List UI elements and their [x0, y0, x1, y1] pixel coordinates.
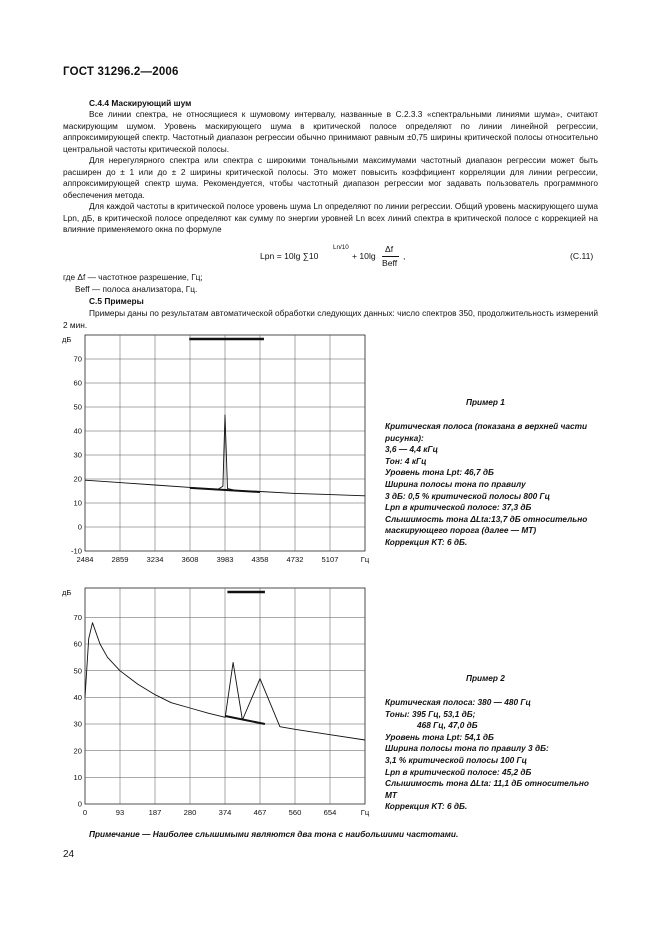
y-tick-label: 40	[73, 426, 82, 436]
y-tick-label: 50	[73, 666, 82, 676]
page-number: 24	[63, 849, 75, 860]
example2-line: 468 Гц, 47,0 дБ	[417, 720, 478, 731]
example1-line: Коррекция KT: 6 дБ.	[385, 536, 468, 547]
document-header: ГОСТ 31296.2—2006	[63, 66, 179, 78]
where-line: где Δf — частотное разрешение, Гц;	[63, 272, 203, 282]
y-axis-label: дБ	[62, 335, 72, 344]
y-tick-label: 40	[73, 692, 82, 702]
y-tick-label: 70	[73, 612, 82, 622]
example1-line: Тон: 4 кГц	[385, 455, 427, 466]
y-axis-label: дБ	[62, 588, 72, 597]
example1-line: Ширина полосы тона по правилу	[385, 478, 526, 489]
example2-line: Критическая полоса: 380 — 480 Гц	[385, 697, 531, 707]
example1-title: Пример 1	[466, 397, 505, 407]
y-tick-label: 30	[73, 450, 82, 460]
example2-title: Пример 2	[466, 673, 505, 683]
paragraph: Для каждой частоты в критической полосе уровень шума Ln определяют по линии регрессии. Общий уровень маскирующего шума Lpn, дБ, в критической полосе определяют как сумму по энергии уровней Ln всех линий спектра в критической полосе с коррекцией на влияние применяемого окна по формуле	[63, 201, 598, 235]
formula-exponent: Ln/10	[333, 244, 349, 251]
x-tick-label: 93	[115, 808, 125, 817]
y-tick-label: 20	[73, 474, 82, 484]
example1-line: Уровень тона Lpt: 46,7 дБ	[385, 467, 494, 478]
formula-lhs: Lpn = 10lg ∑10	[260, 251, 319, 261]
y-tick-label: 10	[73, 498, 82, 508]
x-tick-label: 4732	[286, 555, 304, 564]
x-tick-label: Гц	[360, 555, 370, 564]
example2-line: Тоны: 395 Гц, 53,1 дБ;	[385, 708, 476, 719]
chart-example-1	[60, 332, 382, 572]
example2-line: Коррекция KT: 6 дБ.	[385, 801, 468, 812]
x-tick-label: Гц	[360, 808, 370, 817]
y-tick-label: 20	[73, 746, 82, 756]
x-tick-label: 280	[183, 808, 197, 817]
y-tick-label: 70	[73, 354, 82, 364]
example2-line: Lpn в критической полосе: 45,2 дБ	[385, 766, 532, 777]
example2-line: Ширина полосы тона по правилу 3 дБ:	[385, 743, 549, 754]
formula-number: (С.11)	[570, 251, 594, 261]
y-tick-label: 30	[73, 719, 82, 729]
x-tick-label: 0	[82, 808, 88, 817]
example1-line: Слышимость тона ΔLta:13,7 дБ относительно маскирующего порога (далее — МТ)	[385, 513, 588, 536]
formula-term: + 10lg	[352, 251, 376, 261]
example1-line: 3 дБ: 0,5 % критической полосы 800 Гц	[385, 490, 550, 501]
formula-denominator: Beff	[382, 258, 398, 268]
example2-text	[385, 697, 599, 813]
x-tick-label: 187	[148, 808, 162, 817]
chart-example-2	[60, 585, 382, 825]
fraction-bar	[382, 256, 399, 257]
x-tick-label: 560	[288, 808, 302, 817]
example1-line: Lpn в критической полосе: 37,3 дБ	[385, 502, 532, 513]
x-tick-label: 654	[323, 808, 337, 817]
example2-line: Уровень тона Lpt: 54,1 дБ	[385, 731, 494, 742]
example2-line: Слышимость тона ΔLta: 11,1 дБ относительно МТ	[385, 778, 589, 800]
y-tick-label: 0	[77, 522, 82, 532]
y-tick-label: 60	[73, 639, 82, 649]
y-tick-label: 60	[73, 378, 82, 388]
x-tick-label: 2859	[111, 555, 129, 564]
regression-line	[225, 716, 265, 724]
x-tick-label: 3234	[146, 555, 164, 564]
section-heading-c5: С.5 Примеры	[89, 296, 144, 306]
paragraph: Для нерегулярного спектра или спектра с широкими тональными максимумами частотный диапазон регрессии может быть расширен до ± 1 или до ± 2 ширины критической полосы. Это может повысить коэффициент корреляции для линии регрессии, аппроксимирующей спектр шума. Рекомендуется, чтобы частотный диапазон регрессии мог задавать пользователь программного обеспечения метода.	[63, 155, 598, 200]
y-tick-label: 10	[73, 772, 82, 782]
where-line: Beff — полоса анализатора, Гц.	[75, 284, 198, 294]
x-tick-label: 2484	[76, 555, 94, 564]
paragraph: Примеры даны по результатам автоматической обработки следующих данных: число спектров 350, продолжительность измерений 2 мин.	[63, 308, 598, 330]
x-tick-label: 374	[218, 808, 232, 817]
example1-text	[385, 421, 599, 549]
formula-tail: ,	[403, 251, 406, 261]
y-tick-label: 50	[73, 402, 82, 412]
y-tick-label: 0	[77, 799, 82, 809]
x-tick-label: 3983	[216, 555, 234, 564]
formula-numerator: Δf	[385, 244, 394, 254]
x-tick-label: 4358	[251, 555, 269, 564]
section-heading-c44: С.4.4 Маскирующий шум	[89, 98, 192, 108]
example2-line: 3,1 % критической полосы 100 Гц	[385, 754, 527, 765]
example1-line: Критическая полоса (показана в верхней части рисунка):	[385, 421, 588, 443]
y-tick-label: -10	[71, 546, 82, 556]
example1-line: 3,6 — 4,4 кГц	[385, 444, 438, 455]
paragraph: Все линии спектра, не относящиеся к шумовому интервалу, названные в С.2.3.3 «спектральными линиями шума», считают маскирующим шумом. Уровень маскирующего шума в критической полосе определяют по линии линейной регрессии, аппроксимирующей спектр. Частотный диапазон регрессии обычно принимают равным ±0,75 ширины критической полосы относительно центральной частоты критической полосы.	[63, 109, 598, 154]
note: Примечание — Наиболее слышимыми являются два тона с наибольшими частотами.	[89, 829, 459, 839]
x-tick-label: 3608	[181, 555, 199, 564]
x-tick-label: 467	[253, 808, 267, 817]
x-tick-label: 5107	[321, 555, 339, 564]
